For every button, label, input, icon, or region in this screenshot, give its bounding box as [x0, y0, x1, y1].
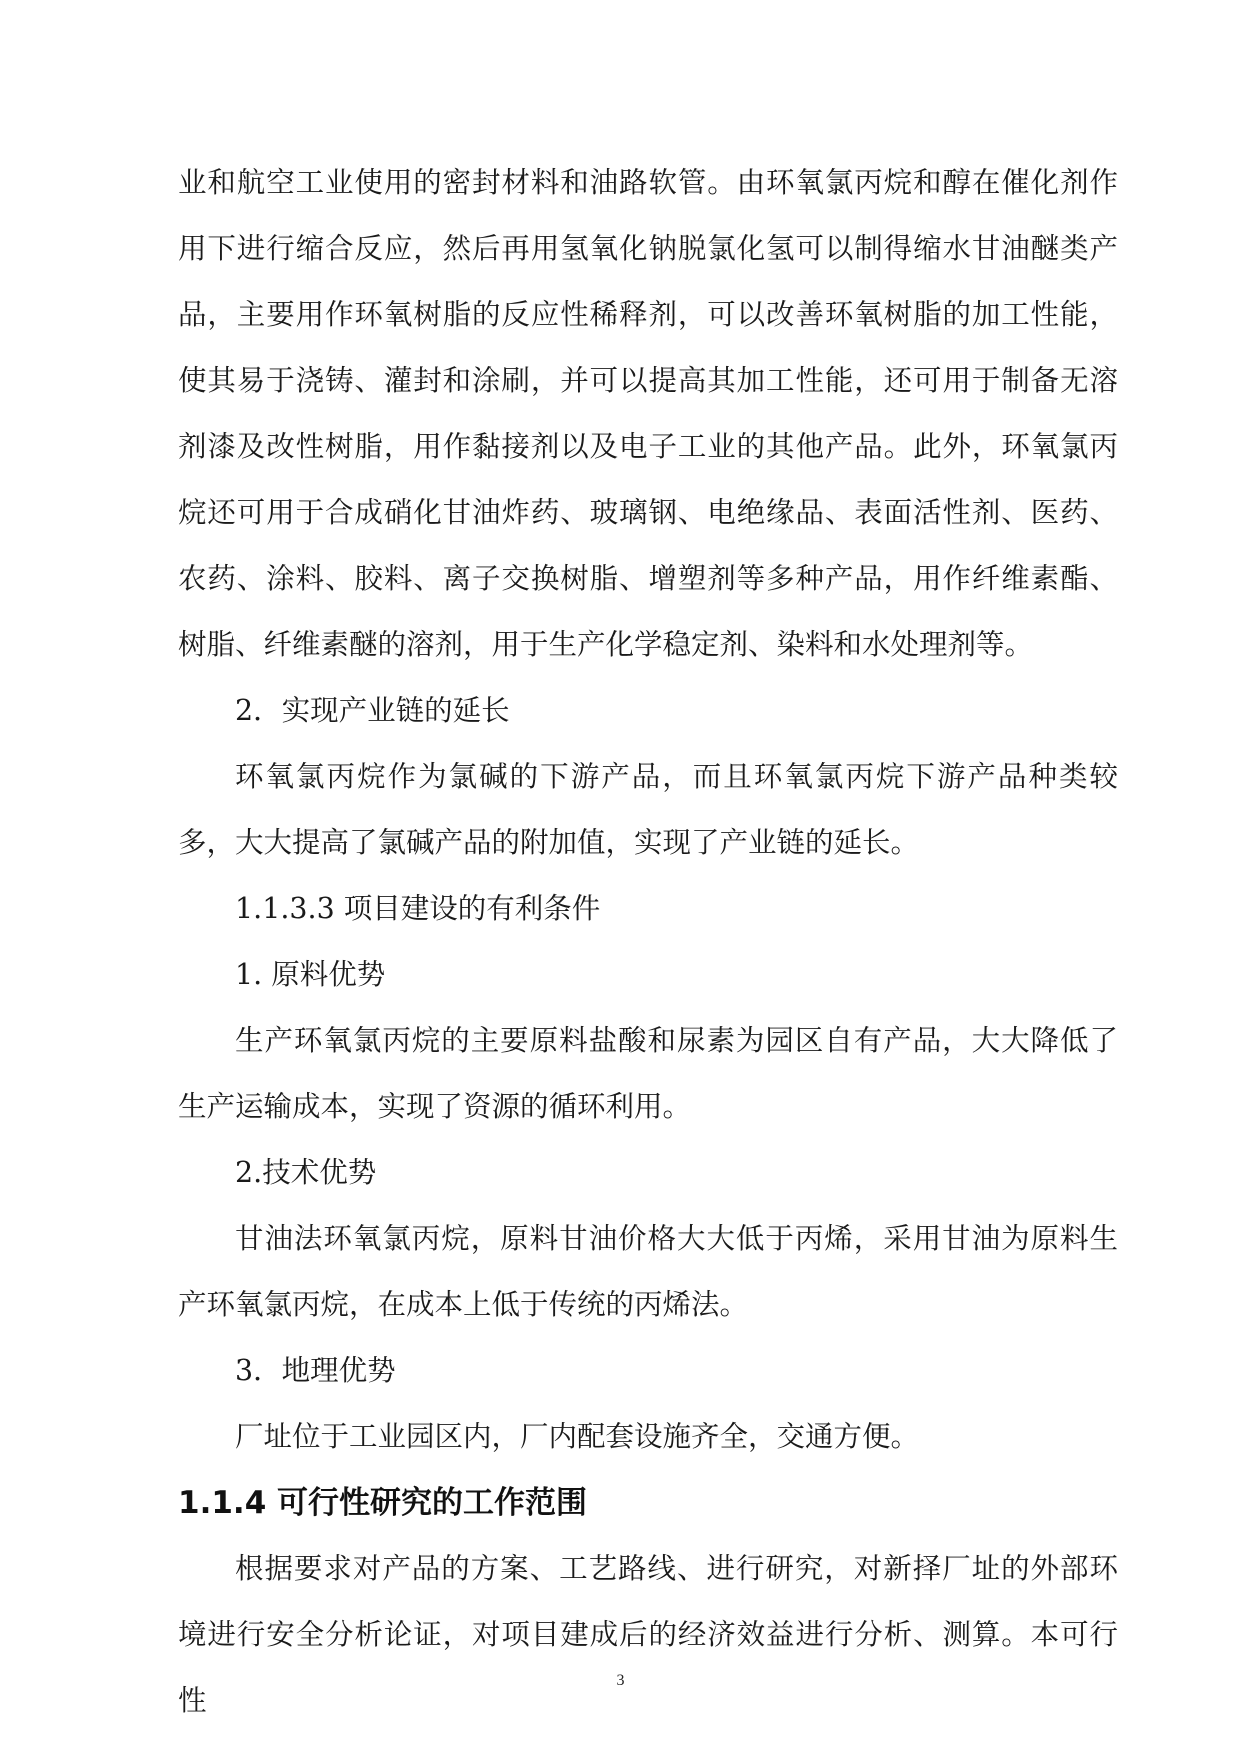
- paragraph-industry-chain: 环氧氯丙烷作为氯碱的下游产品，而且环氧氯丙烷下游产品种类较多，大大提高了氯碱产品的附加值，实现了产业链的延长。: [178, 760, 1118, 859]
- paragraph-scope: 根据要求对产品的方案、工艺路线、进行研究，对新择厂址的外部环境进行安全分析论证，对项目建成后的经济效益进行分析、测算。本可行性: [178, 1552, 1118, 1717]
- paragraph-geography: 厂址位于工业园区内，厂内配套设施齐全，交通方便。: [235, 1420, 920, 1453]
- paragraph-technology: 甘油法环氧氯丙烷，原料甘油价格大大低于丙烯，采用甘油为原料生产环氧氯丙烷，在成本上低于传统的丙烯法。: [178, 1222, 1118, 1321]
- document-body: [178, 150, 1118, 1734]
- paragraph-applications: 业和航空工业使用的密封材料和油路软管。由环氧氯丙烷和醇在催化剂作用下进行缩合反应，然后再用氢氧化钠脱氯化氢可以制得缩水甘油醚类产品，主要用作环氧树脂的反应性稀释剂，可以改善环氧树脂的加工性能，使其易于浇铸、灌封和涂刷，并可以提高其加工性能，还可用于制备无溶剂漆及改性树脂，用作黏接剂以及电子工业的其他产品。此外，环氧氯丙烷还可用于合成硝化甘油炸药、玻璃钢、电绝缘品、表面活性剂、医药、农药、涂料、胶料、离子交换树脂、增塑剂等多种产品，用作纤维素酯、树脂、纤维素醚的溶剂，用于生产化学稳定剂、染料和水处理剂等。: [178, 166, 1118, 661]
- subheading-raw-material: 1. 原料优势: [235, 958, 386, 991]
- section-title-favorable-conditions: 1.1.3.3 项目建设的有利条件: [235, 892, 601, 925]
- subheading-geography: 3．地理优势: [235, 1354, 396, 1387]
- subheading-industry-chain: 2．实现产业链的延长: [235, 694, 510, 727]
- subheading-technology: 2.技术优势: [235, 1156, 377, 1189]
- page-number: 3: [616, 1672, 625, 1689]
- paragraph-raw-material: 生产环氧氯丙烷的主要原料盐酸和尿素为园区自有产品，大大降低了生产运输成本，实现了资源的循环利用。: [178, 1024, 1118, 1123]
- section-heading-scope: 1.1.4 可行性研究的工作范围: [178, 1485, 588, 1521]
